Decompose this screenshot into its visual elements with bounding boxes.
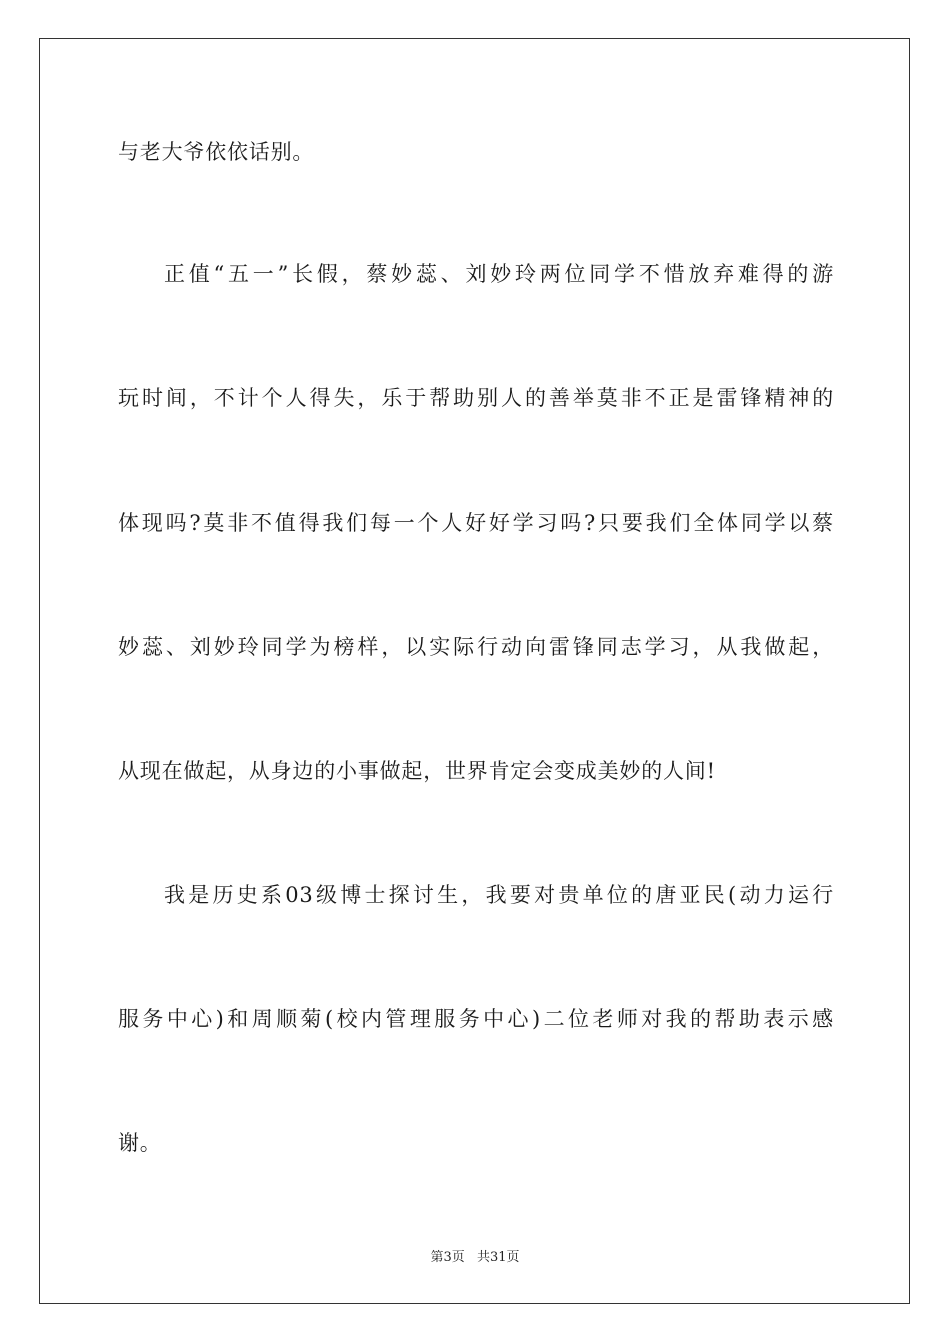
text-line-1: 与老大爷依依话别。 (118, 140, 315, 164)
text-line-3: 玩时间，不计个人得失，乐于帮助别人的善举莫非不正是雷锋精神的 (118, 386, 834, 410)
page-border (39, 38, 910, 1304)
page-footer (0, 1246, 950, 1265)
page-number: 第3页 (430, 1250, 465, 1265)
text-line-4: 体现吗?莫非不值得我们每一个人好好学习吗?只要我们全体同学以蔡 (118, 511, 834, 535)
text-line-6: 从现在做起，从身边的小事做起，世界肯定会变成美妙的人间! (118, 759, 716, 783)
text-line-7: 我是历史系03级博士探讨生，我要对贵单位的唐亚民(动力运行 (164, 883, 834, 907)
text-line-9: 谢。 (118, 1131, 162, 1155)
text-line-8: 服务中心)和周顺菊(校内管理服务中心)二位老师对我的帮助表示感 (118, 1007, 834, 1031)
text-line-5: 妙蕊、刘妙玲同学为榜样，以实际行动向雷锋同志学习，从我做起， (118, 635, 834, 659)
text-line-2: 正值“五一”长假，蔡妙蕊、刘妙玲两位同学不惜放弃难得的游 (164, 262, 834, 286)
page-total: 共31页 (476, 1250, 520, 1265)
